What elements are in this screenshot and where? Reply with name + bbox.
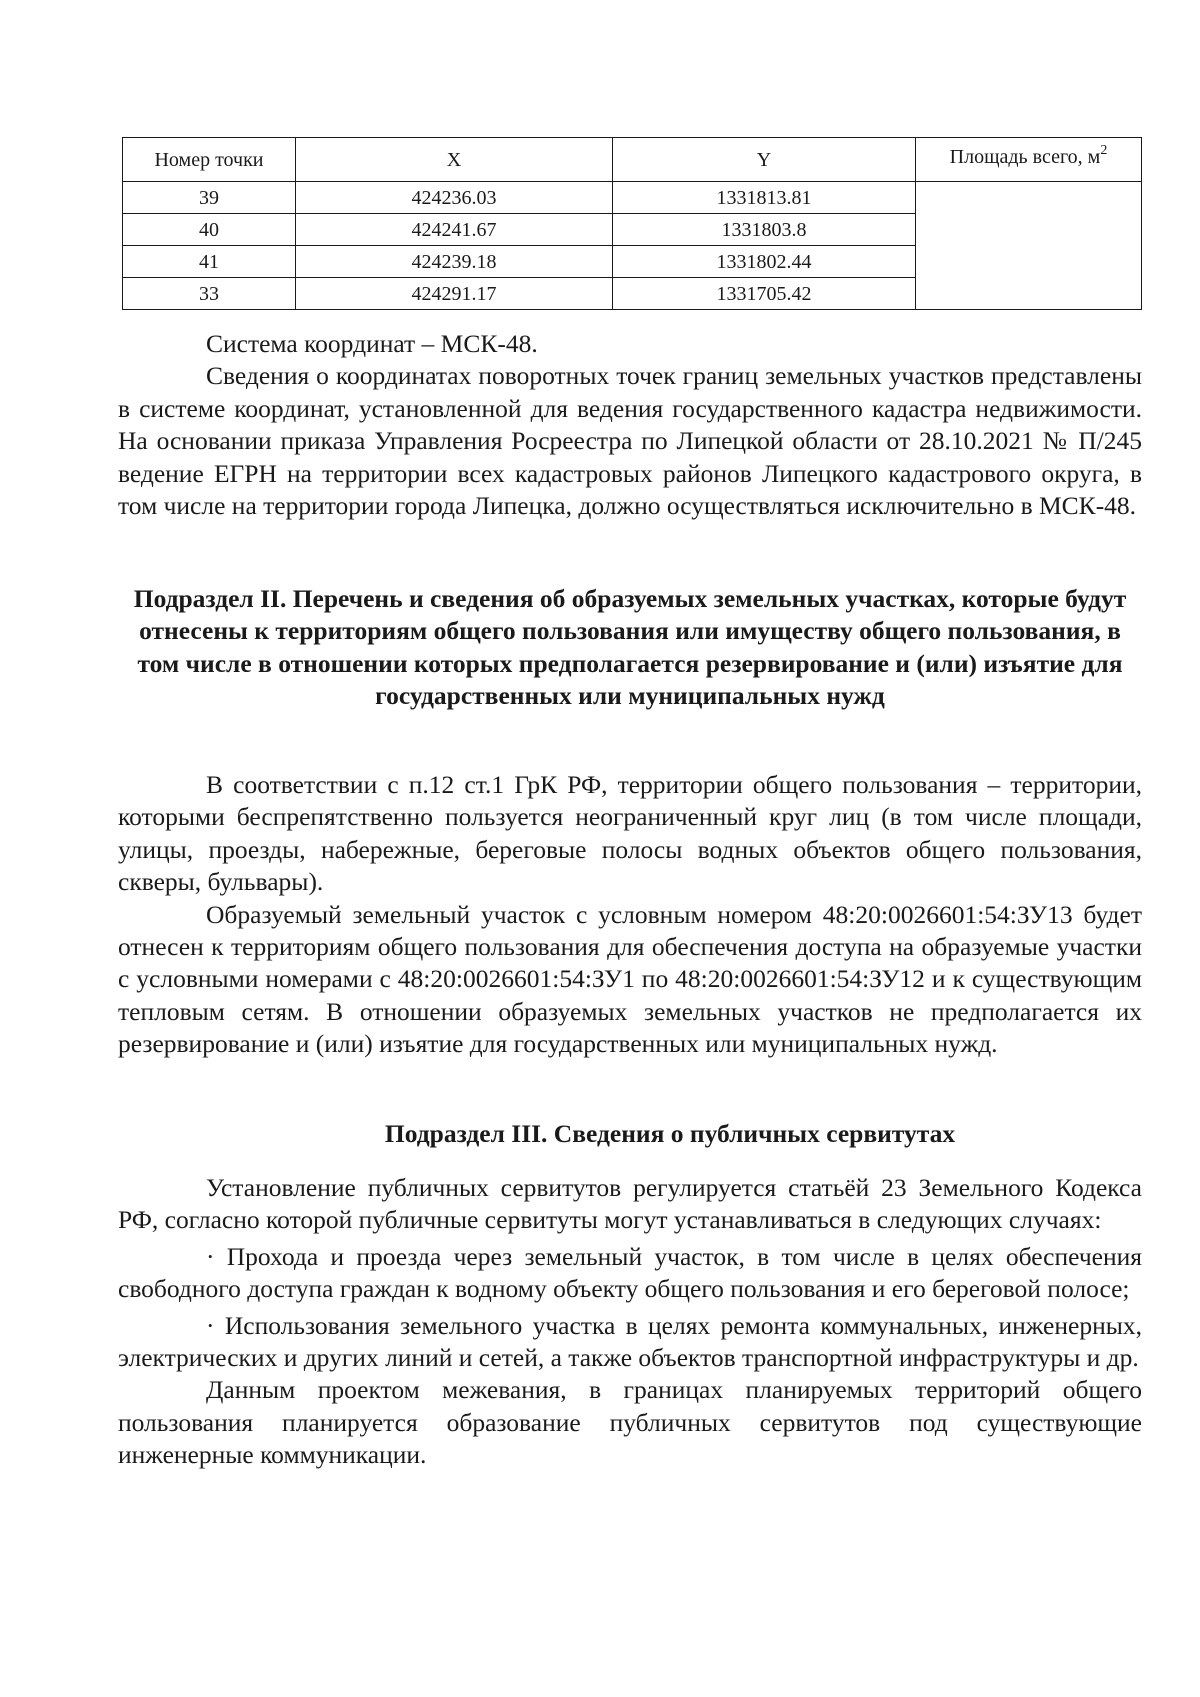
point-number-cell: 39	[123, 182, 296, 214]
coord-system-paragraph: Сведения о координатах поворотных точек границ земельных участков представлены в системе координат, установленной для ведения государственного кадастра недвижимости. На основании приказа Управления Росреестра по Липецкой области от 28.10.2021 № П/245 ведение ЕГРН на территории всех кадастровых районов Липецкого кадастрового округа, в том числе на территории города Липецка, должно осуществляться исключительно в МСК-48.	[118, 361, 1142, 521]
coordinates-table	[122, 137, 1142, 310]
section-2-paragraph: В соответствии с п.12 ст.1 ГрК РФ, территории общего пользования – территории, которыми беспрепятственно пользуется неограниченный круг лиц (в том числе площади, улицы, проезды, набережные, береговые полосы водных объектов общего пользования, скверы, бульвары).	[118, 770, 1142, 897]
section-3-body	[118, 1172, 1142, 1472]
coord-system-line: Система координат – МСК-48.	[206, 329, 538, 358]
y-cell: 1331802.44	[613, 246, 916, 278]
point-number-cell: 40	[123, 214, 296, 246]
section-3-paragraph: Данным проектом межевания, в границах планируемых территорий общего пользования планируется образование публичных сервитутов под существующие инженерные коммуникации.	[118, 1375, 1142, 1470]
x-cell: 424236.03	[296, 182, 613, 214]
point-number-cell: 41	[123, 246, 296, 278]
x-cell: 424291.17	[296, 278, 613, 310]
header-point-number: Номер точки	[123, 138, 296, 182]
section-2-paragraph: Образуемый земельный участок с условным номером 48:20:0026601:54:ЗУ13 будет отнесен к территориям общего пользования для обеспечения доступа на образуемые участки с условными номерами с 48:20:0026601:54:ЗУ1 по 48:20:0026601:54:ЗУ12 и к существующим тепловым сетям. В отношении образуемых земельных участков не предполагается их резервирование и (или) изъятие для государственных или муниципальных нужд.	[118, 899, 1142, 1059]
section-3-paragraph: Установление публичных сервитутов регулируется статьёй 23 Земельного Кодекса РФ, согласно которой публичные сервитуты могут устанавливаться в следующих случаях:	[118, 1173, 1142, 1235]
header-total-area	[916, 138, 1142, 182]
point-number-cell: 33	[123, 278, 296, 310]
table-header-row	[123, 138, 1142, 182]
table-row	[123, 182, 1142, 214]
section-2-body	[118, 769, 1142, 1061]
area-unit-superscript: 2	[1100, 143, 1108, 158]
y-cell: 1331803.8	[613, 214, 916, 246]
total-area-cell	[916, 182, 1142, 310]
x-cell: 424241.67	[296, 214, 613, 246]
header-x: X	[296, 138, 613, 182]
x-cell: 424239.18	[296, 246, 613, 278]
y-cell: 1331813.81	[613, 182, 916, 214]
section-2-title: Подраздел II. Перечень и сведения об образуемых земельных участках, которые будут отнесены к территориям общего пользования или имуществу общего пользования, в том числе в отношении которых предполагается резервирование и (или) изъятие для государственных или муниципальных нужд	[133, 584, 1127, 711]
section-3-title: Подраздел III. Сведения о публичных сервитутах	[384, 1119, 956, 1148]
y-cell: 1331705.42	[613, 278, 916, 310]
header-total-area-label: Площадь всего, м	[949, 146, 1101, 168]
section-3-bullet: · Прохода и проезда через земельный участок, в том числе в целях обеспечения свободного доступа граждан к водному объекту общего пользования и его береговой полосе;	[118, 1241, 1142, 1304]
coord-system-block	[118, 328, 1142, 522]
section-3-bullet: · Использования земельного участка в целях ремонта коммунальных, инженерных, электрических и других линий и сетей, а также объектов транспортной инфраструктуры и др.	[118, 1310, 1142, 1373]
header-y: Y	[613, 138, 916, 182]
